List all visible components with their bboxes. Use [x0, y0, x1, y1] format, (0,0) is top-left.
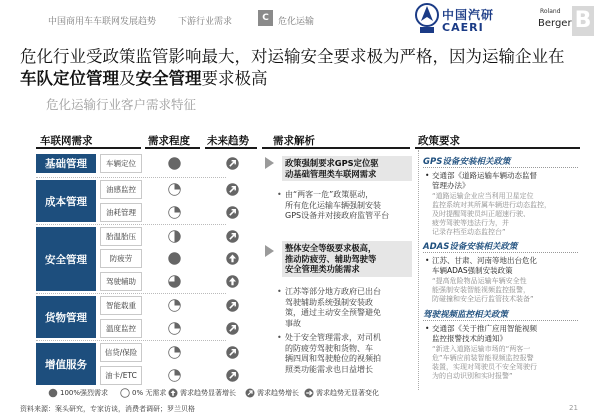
bullet-text: 所有危化运输车辆强制安装 [285, 200, 381, 210]
section-subtitle: 危化运输行业客户需求特征 [46, 97, 197, 112]
quote-text: 防碰撞和安全运行监管技术装备” [432, 295, 534, 303]
caeri-logo [412, 3, 530, 37]
bullet-text: • 处于安全管理需求，对司机 [285, 333, 381, 342]
legend-label: 需求趋势增长 [257, 389, 299, 397]
bullet-text: • 由“两客一危”政策驱动， [285, 190, 374, 199]
trend-up-icon [245, 388, 255, 398]
legend-label: 需求趋势显著增长 [180, 389, 236, 397]
source-note: 资料来源：案头研究，专家访谈，消费者调研；罗兰贝格 [20, 405, 195, 413]
bullet-text: 照类功能需求也日益增长 [285, 364, 373, 374]
requirement-cell: 车辆定位 [100, 154, 142, 173]
bullet-text: 驾驶辅助系统强制安装政 [285, 297, 373, 307]
legend-label: 需求趋势无显著变化 [316, 389, 379, 397]
column-header: 车联网需求 [40, 135, 93, 147]
demand-level-icon [168, 230, 181, 243]
legend-label: 0% 无需求 [132, 389, 167, 397]
requirement-cell: 智能载重 [100, 296, 142, 315]
page-title [20, 46, 580, 90]
chevron-right-icon [262, 243, 278, 259]
policy-text: 车辆ADAS强制安装政策 [432, 265, 513, 275]
full-circle-icon [48, 388, 58, 398]
title-text: 要求极高 [201, 69, 268, 88]
title-text: 危化行业受政策监管影响最大，对运输安全要求极为严格，因为运输企业在 [20, 47, 565, 66]
legend-label: 100%强烈需求 [60, 389, 109, 397]
demand-level-icon [168, 299, 181, 312]
policy-quote [432, 277, 534, 304]
divider [145, 147, 200, 149]
chevron-right-icon [262, 155, 278, 171]
requirement-cell: 油卡/ETC [100, 366, 142, 385]
category-cargo: 货物管理 [36, 296, 96, 338]
policy-text: • 江苏、甘肃、河南等地出台危化 [432, 256, 537, 265]
quote-text: 疲劳驾驶等违法行为，并 [432, 219, 509, 227]
policy-title: GPS设备安装相关政策 [423, 157, 511, 167]
requirement-cell: 胎温胎压 [100, 227, 142, 246]
trend-up-icon [226, 183, 239, 196]
requirement-cell: 油感监控 [100, 180, 142, 199]
policy-divider [423, 320, 578, 321]
page-number: 21 [569, 404, 578, 412]
trend-flat-icon [304, 388, 314, 398]
category-cost: 成本管理 [36, 180, 96, 222]
logo-text-cn: 中国汽研 [442, 8, 495, 22]
column-header: 政策要求 [418, 135, 460, 147]
category-safety: 安全管理 [36, 227, 96, 291]
analysis-bullet [285, 287, 410, 329]
breadcrumb-current: 危化运输 [278, 17, 315, 27]
breadcrumb-item[interactable]: 中国商用车车联网发展趋势 [48, 17, 157, 27]
highlight-text: 动基础管理类车联网需求 [285, 168, 377, 179]
demand-level-icon [168, 183, 181, 196]
bullet-text: • 江苏等部分地方政府已出台 [285, 287, 381, 296]
quote-text: “提高危险物品运输车辆安全性 [432, 277, 527, 285]
policy-divider [423, 167, 578, 168]
bullet-text: 事故 [285, 318, 301, 328]
category-value-added: 增值服务 [36, 343, 96, 385]
highlight-text: 整体安全等级要求极高， [285, 243, 377, 253]
logo-text-en: CAERI [442, 21, 484, 34]
demand-level-icon [168, 322, 181, 335]
title-emphasis: 车队定位管理 [20, 69, 119, 88]
policy-text: • 交通部《道路运输车辆动态监督 [432, 171, 537, 180]
policy-title: 驾驶视频监控相关政策 [423, 310, 509, 320]
quote-text: 为的自动识别和实时报警” [432, 372, 513, 380]
quote-text: 记录存档至动态监控台” [432, 228, 506, 236]
quote-text: 危”车辆应前装智能视频监控报警 [432, 354, 534, 362]
column-header: 未来趋势 [207, 135, 249, 147]
requirement-cell: 温度监控 [100, 319, 142, 338]
requirement-cell: 防疲劳 [100, 249, 142, 268]
logo-mark: B [572, 6, 594, 36]
empty-circle-icon [120, 388, 130, 398]
logo-text: Roland [540, 8, 561, 15]
trend-up-icon [226, 157, 239, 170]
column-header: 需求程度 [148, 135, 190, 147]
policy-text: 监控报警技术的通知》 [432, 333, 507, 343]
category-basic: 基础管理 [36, 154, 96, 173]
trend-up-icon [226, 346, 239, 359]
bullet-text: GPS设备并对接政府监管平台 [285, 211, 390, 220]
roland-berger-logo [536, 6, 594, 40]
trend-strong-up-icon [226, 252, 239, 265]
quote-text: 装置，实现对驾驶员不安全驾驶行 [432, 363, 537, 371]
row-divider [36, 177, 226, 178]
demand-level-icon [168, 252, 181, 265]
bullet-text: 的防疲劳驾驶和货物、车 [285, 343, 373, 353]
analysis-bullet [285, 333, 410, 375]
column-header: 需求解析 [273, 135, 315, 147]
policy-quote [432, 192, 551, 237]
caeri-emblem-icon [414, 3, 440, 35]
divider [415, 147, 580, 149]
policy-quote [432, 345, 537, 381]
demand-level-icon [168, 275, 181, 288]
demand-level-icon [168, 346, 181, 359]
trend-strong-up-icon [168, 388, 178, 398]
requirement-cell: 驾驶辅助 [100, 272, 142, 291]
demand-level-icon [168, 206, 181, 219]
top-bar [0, 0, 600, 40]
row-divider [36, 340, 226, 341]
title-emphasis: 安全管理 [135, 69, 202, 88]
logo-text: Berger [538, 18, 572, 29]
trend-up-icon [226, 299, 239, 312]
trend-up-icon [226, 322, 239, 335]
quote-text: “新进入道路运输市场的“两客一 [432, 345, 531, 353]
requirement-cell: 信贷/保险 [100, 343, 142, 362]
trend-up-icon [226, 206, 239, 219]
bullet-text: 策，通过主动安全预警避免 [285, 308, 381, 317]
quote-text: 及时提醒驾驶员纠正超速行驶、 [432, 210, 530, 218]
row-divider [36, 293, 226, 294]
policy-item [432, 324, 537, 343]
quote-text: 能强制安装智能视频监控报警， [432, 286, 530, 294]
highlight-text: 政策强制要求GPS定位驱 [285, 158, 379, 168]
analysis-highlight [282, 156, 412, 181]
policy-item [432, 171, 537, 190]
policy-title: ADAS设备安装相关政策 [423, 242, 518, 252]
trend-up-icon [226, 230, 239, 243]
analysis-highlight [282, 241, 412, 277]
demand-level-icon [168, 369, 181, 382]
section-badge: C [258, 10, 273, 26]
title-text: 及 [119, 69, 136, 88]
trend-strong-up-icon [226, 275, 239, 288]
bullet-text: 辆四周和驾驶舱位的视频拍 [285, 354, 381, 363]
policy-text: 管理办法》 [432, 180, 470, 190]
breadcrumb-item[interactable]: 下游行业需求 [178, 17, 233, 27]
policy-divider [423, 252, 578, 253]
row-divider [36, 224, 226, 225]
requirement-cell: 油耗管理 [100, 203, 142, 222]
quote-text: 监控系统对其所属车辆进行动态监控， [432, 201, 551, 209]
highlight-text: 推动防疲劳、辅助驾驶等 [285, 253, 377, 264]
analysis-bullet [285, 190, 410, 222]
trend-up-icon [226, 369, 239, 382]
policy-item [432, 256, 537, 275]
quote-text: “道路运输企业应当利用卫星定位 [432, 192, 534, 200]
divider [262, 147, 410, 149]
highlight-text: 安全管理类功能需求 [285, 264, 360, 274]
policy-text: • 交通部《关于推广应用智能视频 [432, 324, 537, 333]
demand-level-icon [168, 157, 181, 170]
divider [205, 147, 257, 149]
divider [36, 147, 141, 149]
